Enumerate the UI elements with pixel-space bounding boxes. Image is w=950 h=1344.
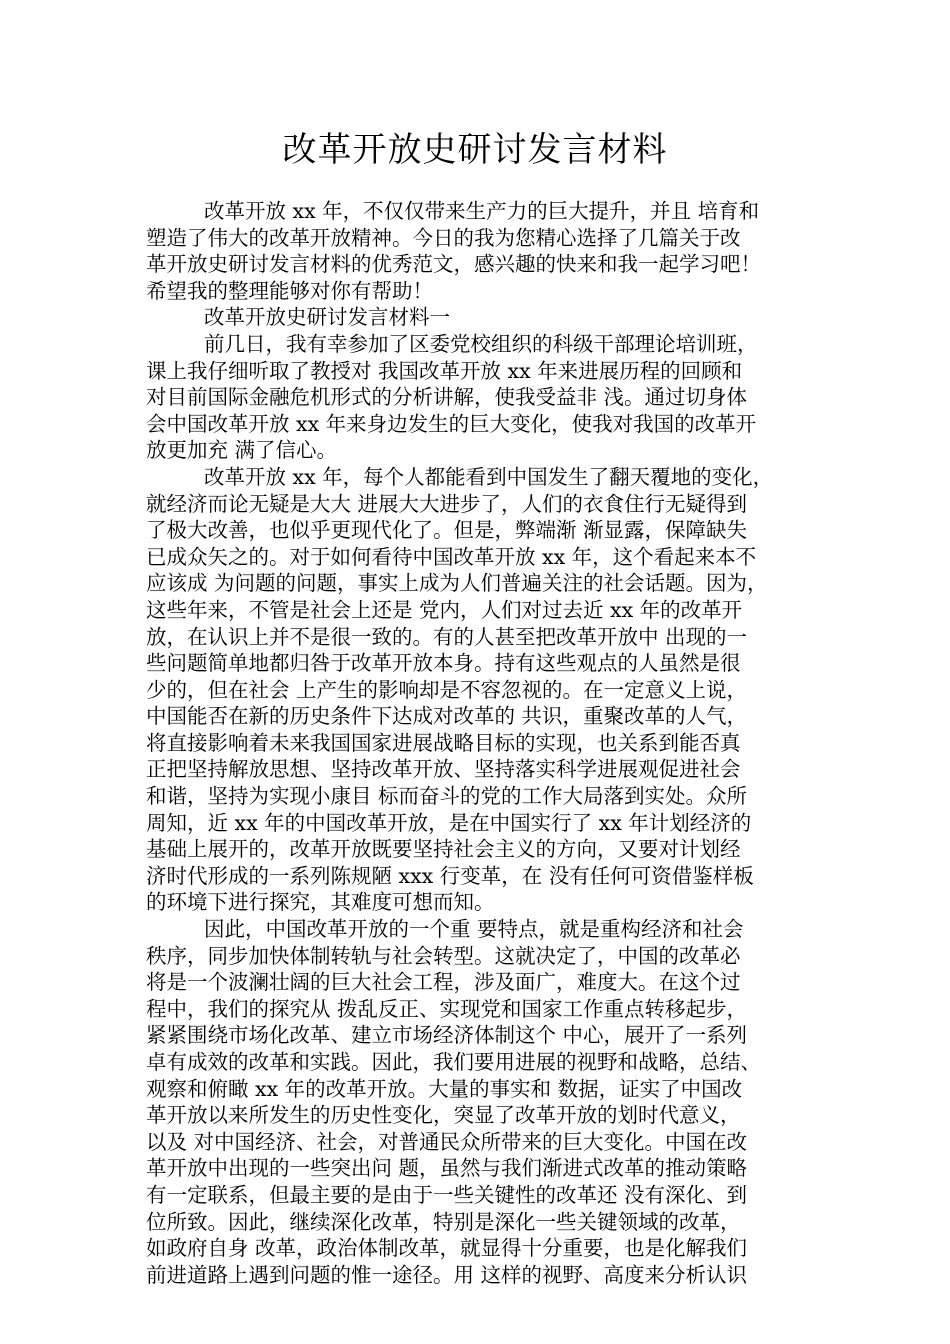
- body-text-line: 了极大改善，也似乎更现代化了。但是，弊端渐 渐显露，保障缺失: [146, 518, 748, 543]
- body-text-line: 观察和俯瞰 xx 年的改革开放。大量的事实和 数据，证实了中国改: [146, 1076, 743, 1101]
- body-text-line: 基础上展开的，改革开放既要坚持社会主义的方向，又要对计划经: [146, 837, 741, 862]
- body-text-line: 位所致。因此，继续深化改革，特别是深化一些关键领域的改革，: [146, 1209, 741, 1234]
- body-text-line: 已成众矢之的。对于如何看待中国改革开放 xx 年，这个看起来本不: [146, 544, 757, 569]
- body-text-line: 改革开放 xx 年，每个人都能看到中国发生了翻天覆地的变化，: [204, 464, 774, 489]
- body-text-line: 济时代形成的一系列陈规陋 xxx 行变革，在 没有任何可资借鉴样板: [146, 863, 754, 888]
- body-text-line: 这些年来，不管是社会上还是 党内，人们对过去近 xx 年的改革开: [146, 597, 743, 622]
- document-body: [146, 198, 816, 1288]
- document-title: 改革开放史研讨发言材料: [282, 130, 668, 170]
- body-text-line: 就经济而论无疑是大大 进展大大进步了，人们的衣食住行无疑得到: [146, 491, 748, 516]
- body-text-line: 周知，近 xx 年的中国改革开放，是在中国实行了 xx 年计划经济的: [146, 810, 752, 835]
- body-text-line: 改革开放史研讨发言材料一: [204, 305, 450, 330]
- body-text-line: 塑造了伟大的改革开放精神。今日的我为您精心选择了几篇关于改: [146, 225, 741, 250]
- body-text-line: 中国能否在新的历史条件下达成对改革的 共识，重聚改革的人气，: [146, 704, 748, 729]
- body-text-line: 有一定联系，但最主要的是由于一些关键性的改革还 没有深化、到: [146, 1182, 748, 1207]
- body-text-line: 因此，中国改革开放的一个重 要特点，就是重构经济和社会: [204, 917, 744, 942]
- body-text-line: 对目前国际金融危机形式的分析讲解，使我受益非 浅。通过切身体: [146, 385, 748, 410]
- body-text-line: 少的，但在社会 上产生的影响却是不容忽视的。在一定意义上说，: [146, 677, 748, 702]
- body-text-line: 希望我的整理能够对你有帮助！: [146, 278, 433, 303]
- body-text-line: 程中，我们的探究从 拨乱反正、实现党和国家工作重点转移起步，: [146, 996, 748, 1021]
- body-text-line: 革开放史研讨发言材料的优秀范文，感兴趣的快来和我一起学习吧！: [146, 252, 761, 277]
- body-text-line: 些问题简单地都归咎于改革开放本身。持有这些观点的人虽然是很: [146, 651, 741, 676]
- body-text-line: 革开放中出现的一些突出问 题，虽然与我们渐进式改革的推动策略: [146, 1156, 748, 1181]
- body-text-line: 会中国改革开放 xx 年来身边发生的巨大变化，使我对我国的改革开: [146, 411, 757, 436]
- body-text-line: 放更加充 满了信心。: [146, 438, 338, 463]
- body-text-line: 如政府自身 改革，政治体制改革，就显得十分重要，也是化解我们: [146, 1236, 748, 1261]
- body-text-line: 和谐，坚持为实现小康目 标而奋斗的党的工作大局落到实处。众所: [146, 784, 748, 809]
- body-text-line: 改革开放 xx 年，不仅仅带来生产力的巨大提升，并且 培育和: [204, 199, 760, 223]
- body-text-line: 课上我仔细听取了教授对 我国改革开放 xx 年来进展历程的回顾和: [146, 358, 743, 383]
- body-text-line: 革开放以来所发生的历史性变化，突显了改革开放的划时代意义，: [146, 1103, 741, 1128]
- body-text-line: 前进道路上遇到问题的惟一途径。用 这样的视野、高度来分析认识: [146, 1262, 748, 1287]
- body-text-line: 前几日，我有幸参加了区委党校组织的科级干部理论培训班，: [204, 331, 758, 356]
- body-text-line: 正把坚持解放思想、坚持改革开放、坚持落实科学进展观促进社会: [146, 757, 741, 782]
- body-text-line: 紧紧围绕市场化改革、建立市场经济体制这个 中心，展开了一系列: [146, 1023, 748, 1048]
- body-text-line: 应该成 为问题的问题，事实上成为人们普遍关注的社会话题。因为，: [146, 571, 768, 596]
- body-text-line: 以及 对中国经济、社会，对普通民众所带来的巨大变化。中国在改: [146, 1129, 748, 1154]
- body-text-line: 的环境下进行探究，其难度可想而知。: [146, 890, 495, 915]
- body-text-line: 将是一个波澜壮阔的巨大社会工程，涉及面广，难度大。在这个过: [146, 970, 741, 995]
- body-text-line: 秩序，同步加快体制转轨与社会转型。这就决定了，中国的改革必: [146, 943, 741, 968]
- body-text-line: 放，在认识上并不是很一致的。有的人甚至把改革开放中 出现的一: [146, 624, 748, 649]
- body-text-line: 将直接影响着未来我国国家进展战略目标的实现，也关系到能否真: [146, 730, 741, 755]
- body-text-line: 卓有成效的改革和实践。因此，我们要用进展的视野和战略，总结、: [146, 1050, 761, 1074]
